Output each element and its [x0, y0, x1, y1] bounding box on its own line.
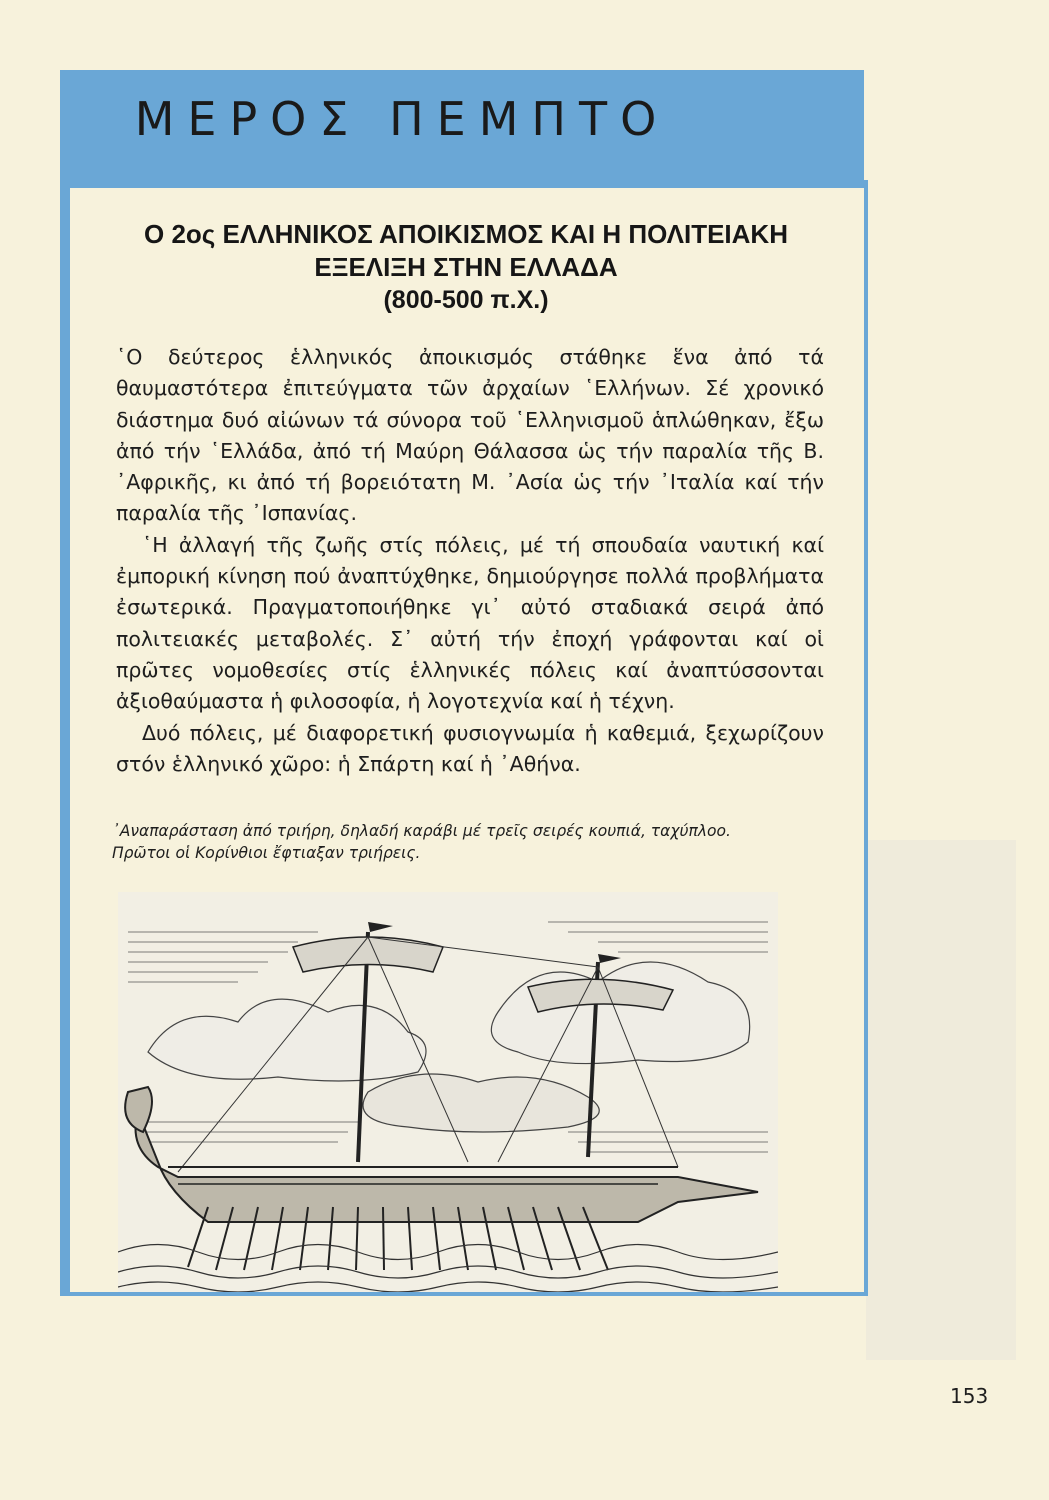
chapter-period: (800-500 π.Χ.) [383, 286, 549, 314]
paragraph-3: Δυό πόλεις, μέ διαφορετική φυσιογνωμία ἡ καθεμιά, ξεχωρίζουν στόν ἑλληνικό χῶρο: ἡ Σπάρτη καί ἡ ᾿Αθήνα. [116, 720, 824, 776]
chapter-heading [70, 218, 862, 317]
chapter-title-line1: Ο 2ος ΕΛΛΗΝΙΚΟΣ ΑΠΟΙΚΙΣΜΟΣ ΚΑΙ Η ΠΟΛΙΤΕΙΑΚΗ [144, 219, 788, 249]
figure-caption [112, 820, 832, 864]
paragraph-2: ῾Η ἀλλαγή τῆς ζωῆς στίς πόλεις, μέ τή σπουδαία ναυτική καί ἐμπορική κίνηση πού ἀναπτύχθηκε, δημιούργησε πολλά προβλήματα ἐσωτερικά. Πραγματοποιήθηκε γι᾿ αὐτό σταδιακά σειρά ἀπό πολιτειακές μεταβολές. Σ᾿ αὐτή τήν ἐποχή γράφονται καί οἱ πρῶτες νομοθεσίες στίς ἑλληνικές πόλεις καί ἀναπτύσσονται ἀξιοθαύμαστα ἡ φιλοσοφία, ἡ λογοτεχνία καί ἡ τέχνη. [116, 532, 824, 714]
paragraph-1: ῾Ο δεύτερος ἑλληνικός ἀποικισμός στάθηκε ἕνα ἀπό τά θαυμαστότερα ἐπιτεύγματα τῶν ἀρχαίων ῾Ελλήνων. Σέ χρονικό διάστημα δυό αἰώνων τά σύνορα τοῦ ῾Ελληνισμοῦ ἁπλώθηκαν, ἔξω ἀπό τήν ῾Ελλάδα, ἀπό τή Μαύρη Θάλασσα ὡς τήν παραλία τῆς Β. ᾿Αφρικῆς, κι ἀπό τή βορειότατη Μ. ᾿Ασία ὡς τήν ᾿Ιταλία καί τήν παραλία τῆς ᾿Ισπανίας. [116, 345, 824, 526]
chapter-panel-left-bar [60, 188, 70, 1292]
reverse-page-shadow [866, 840, 1016, 1360]
chapter-title-line2: ΕΞΕΛΙΞΗ ΣΤΗΝ ΕΛΛΑΔΑ [314, 252, 618, 282]
chapter-body [116, 342, 824, 780]
trireme-illustration [118, 892, 778, 1292]
page-number: 153 [950, 1384, 989, 1408]
section-title: ΜΕΡΟΣ ΠΕΜΠΤΟ [134, 92, 670, 146]
figure-caption-line1: ᾿Αναπαράσταση ἀπό τριήρη, δηλαδή καράβι μέ τρεῖς σειρές κουπιά, ταχύπλοο. [112, 822, 731, 840]
trireme-ship-icon [118, 892, 778, 1292]
figure-caption-line2: Πρῶτοι οἱ Κορίνθιοι ἔφτιαξαν τριήρεις. [112, 844, 421, 862]
